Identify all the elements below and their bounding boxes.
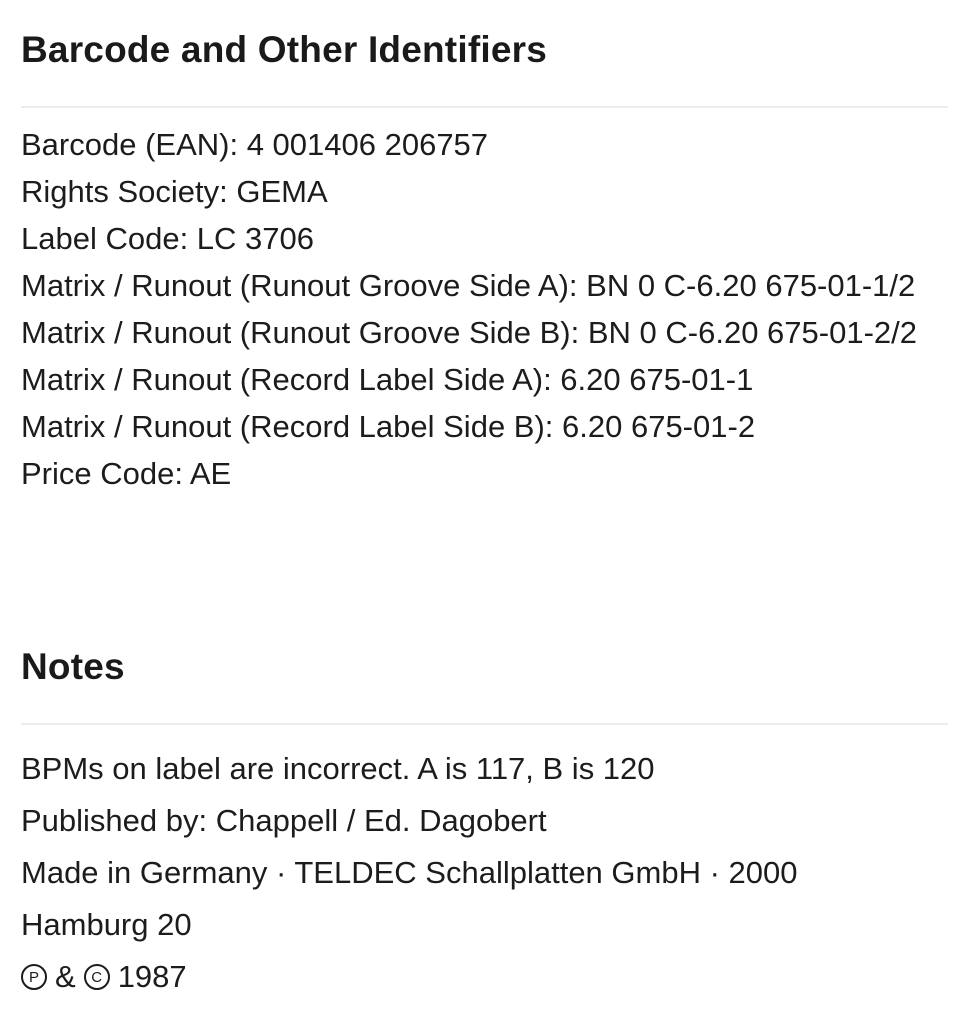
notes-list bbox=[21, 743, 948, 1003]
copyright-line bbox=[21, 951, 908, 1003]
label-code-line: Label Code: LC 3706 bbox=[21, 221, 315, 256]
identifiers-divider bbox=[21, 106, 948, 108]
copyright-year: 1987 bbox=[117, 959, 187, 994]
made-in-line: Made in Germany · TELDEC Schallplatten GmbH · 2000 Hamburg 20 bbox=[21, 855, 798, 942]
rights-society-line: Rights Society: GEMA bbox=[21, 174, 328, 209]
bpm-note-line: BPMs on label are incorrect. A is 117, B is 120 bbox=[21, 751, 655, 786]
copyright-ampersand: & bbox=[55, 959, 76, 994]
notes-heading: Notes bbox=[21, 646, 125, 687]
matrix-runout-groove-a-line: Matrix / Runout (Runout Groove Side A): BN 0 C-6.20 675-01-1/2 bbox=[21, 268, 916, 303]
matrix-record-label-b-line: Matrix / Runout (Record Label Side B): 6.20 675-01-2 bbox=[21, 409, 756, 444]
notes-divider bbox=[21, 723, 948, 725]
identifiers-list bbox=[21, 124, 948, 495]
published-by-line: Published by: Chappell / Ed. Dagobert bbox=[21, 803, 547, 838]
identifiers-section bbox=[21, 26, 948, 500]
identifiers-heading: Barcode and Other Identifiers bbox=[21, 29, 547, 70]
phonogram-icon: P bbox=[21, 964, 47, 990]
notes-section bbox=[21, 643, 948, 1003]
copyright-icon: C bbox=[84, 964, 110, 990]
matrix-record-label-a-line: Matrix / Runout (Record Label Side A): 6.20 675-01-1 bbox=[21, 362, 754, 397]
price-code-line: Price Code: AE bbox=[21, 456, 232, 491]
matrix-runout-groove-b-line: Matrix / Runout (Runout Groove Side B): BN 0 C-6.20 675-01-2/2 bbox=[21, 315, 917, 350]
barcode-line: Barcode (EAN): 4 001406 206757 bbox=[21, 127, 489, 162]
